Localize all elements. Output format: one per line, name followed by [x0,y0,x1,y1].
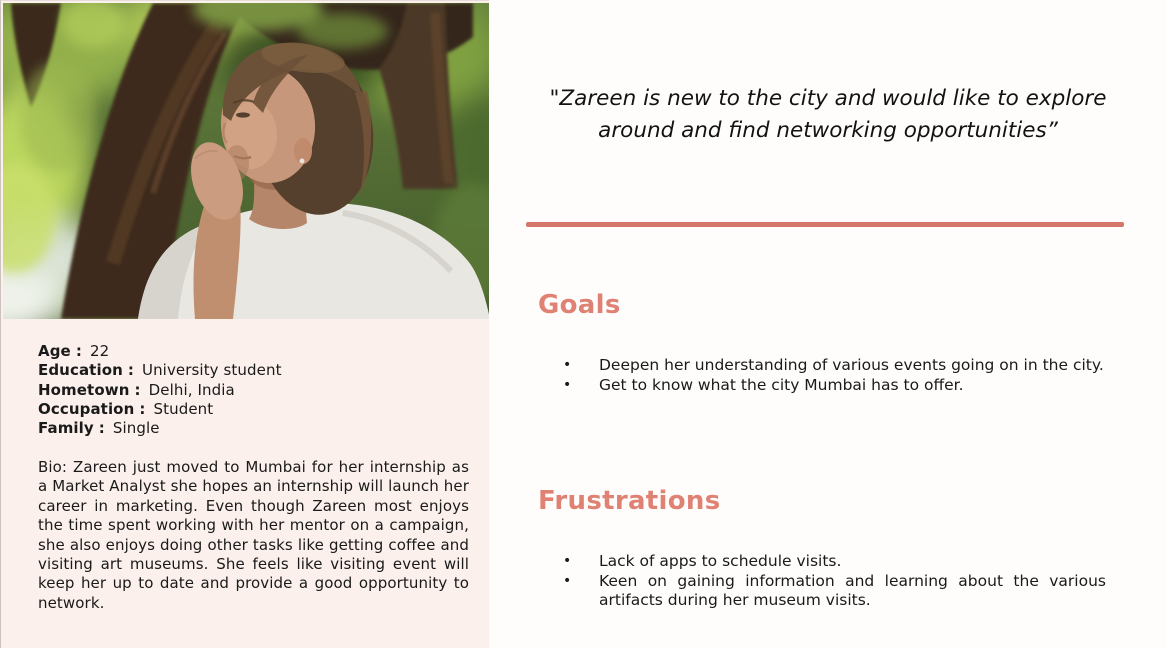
detail-value: Single [112,419,160,438]
persona-photo-illustration [3,3,490,319]
detail-separator: : [75,342,82,360]
detail-label: Hometown [38,380,130,399]
bullet-icon: • [563,376,572,393]
detail-row-education [38,361,282,380]
divider-line [526,222,1124,227]
detail-row-family [38,419,282,438]
details-list [38,342,282,438]
detail-value: Student [153,399,214,418]
left-panel [0,0,489,648]
persona-photo [3,3,490,319]
detail-value: Delhi, India [148,380,235,399]
goals-list [538,356,1106,395]
right-panel [489,0,1167,648]
bullet-icon: • [563,357,572,373]
detail-row-occupation [38,400,282,419]
list-item [538,356,1106,376]
list-item [538,572,1106,611]
frustrations-list [538,552,1106,611]
detail-label: Age [38,342,71,360]
section-goals [538,290,1106,395]
list-item-text: Keen on gaining information and learning about the various artifacts during her museum visits. [599,571,1106,610]
section-frustrations [538,486,1106,611]
list-item-text: Lack of apps to schedule visits. [599,552,842,570]
persona-quote: "Zareen is new to the city and would like to explore around and find networking opportunities” [549,86,1107,143]
list-item [538,376,1106,396]
detail-separator: : [134,380,141,399]
detail-label: Education [38,361,123,380]
frustrations-title: Frustrations [538,486,721,516]
bio-text: Bio: Zareen just moved to Mumbai for her internship as a Market Analyst she hopes an internship will launch her career in marketing. Even though Zareen most enjoys the time spent working with her mentor on a campaign, she also enjoys doing other tasks like getting coffee and visiting art museums. She feels like visiting event will keep her up to date and provide a good opportunity to network. [38,458,469,612]
detail-separator: : [139,399,146,418]
detail-value: 22 [89,342,110,360]
list-item-text: Get to know what the city Mumbai has to offer. [599,375,964,394]
list-item [538,552,1106,572]
goals-title: Goals [538,290,621,320]
detail-row-age [38,342,282,361]
detail-separator: : [98,419,105,438]
bullet-icon: • [563,553,572,569]
list-item-text: Deepen her understanding of various events going on in the city. [599,356,1104,374]
detail-separator: : [127,361,134,380]
detail-label: Occupation [38,399,135,418]
detail-value: University student [141,361,282,380]
detail-label: Family [38,419,94,438]
detail-row-hometown [38,381,282,400]
bullet-icon: • [563,572,572,589]
